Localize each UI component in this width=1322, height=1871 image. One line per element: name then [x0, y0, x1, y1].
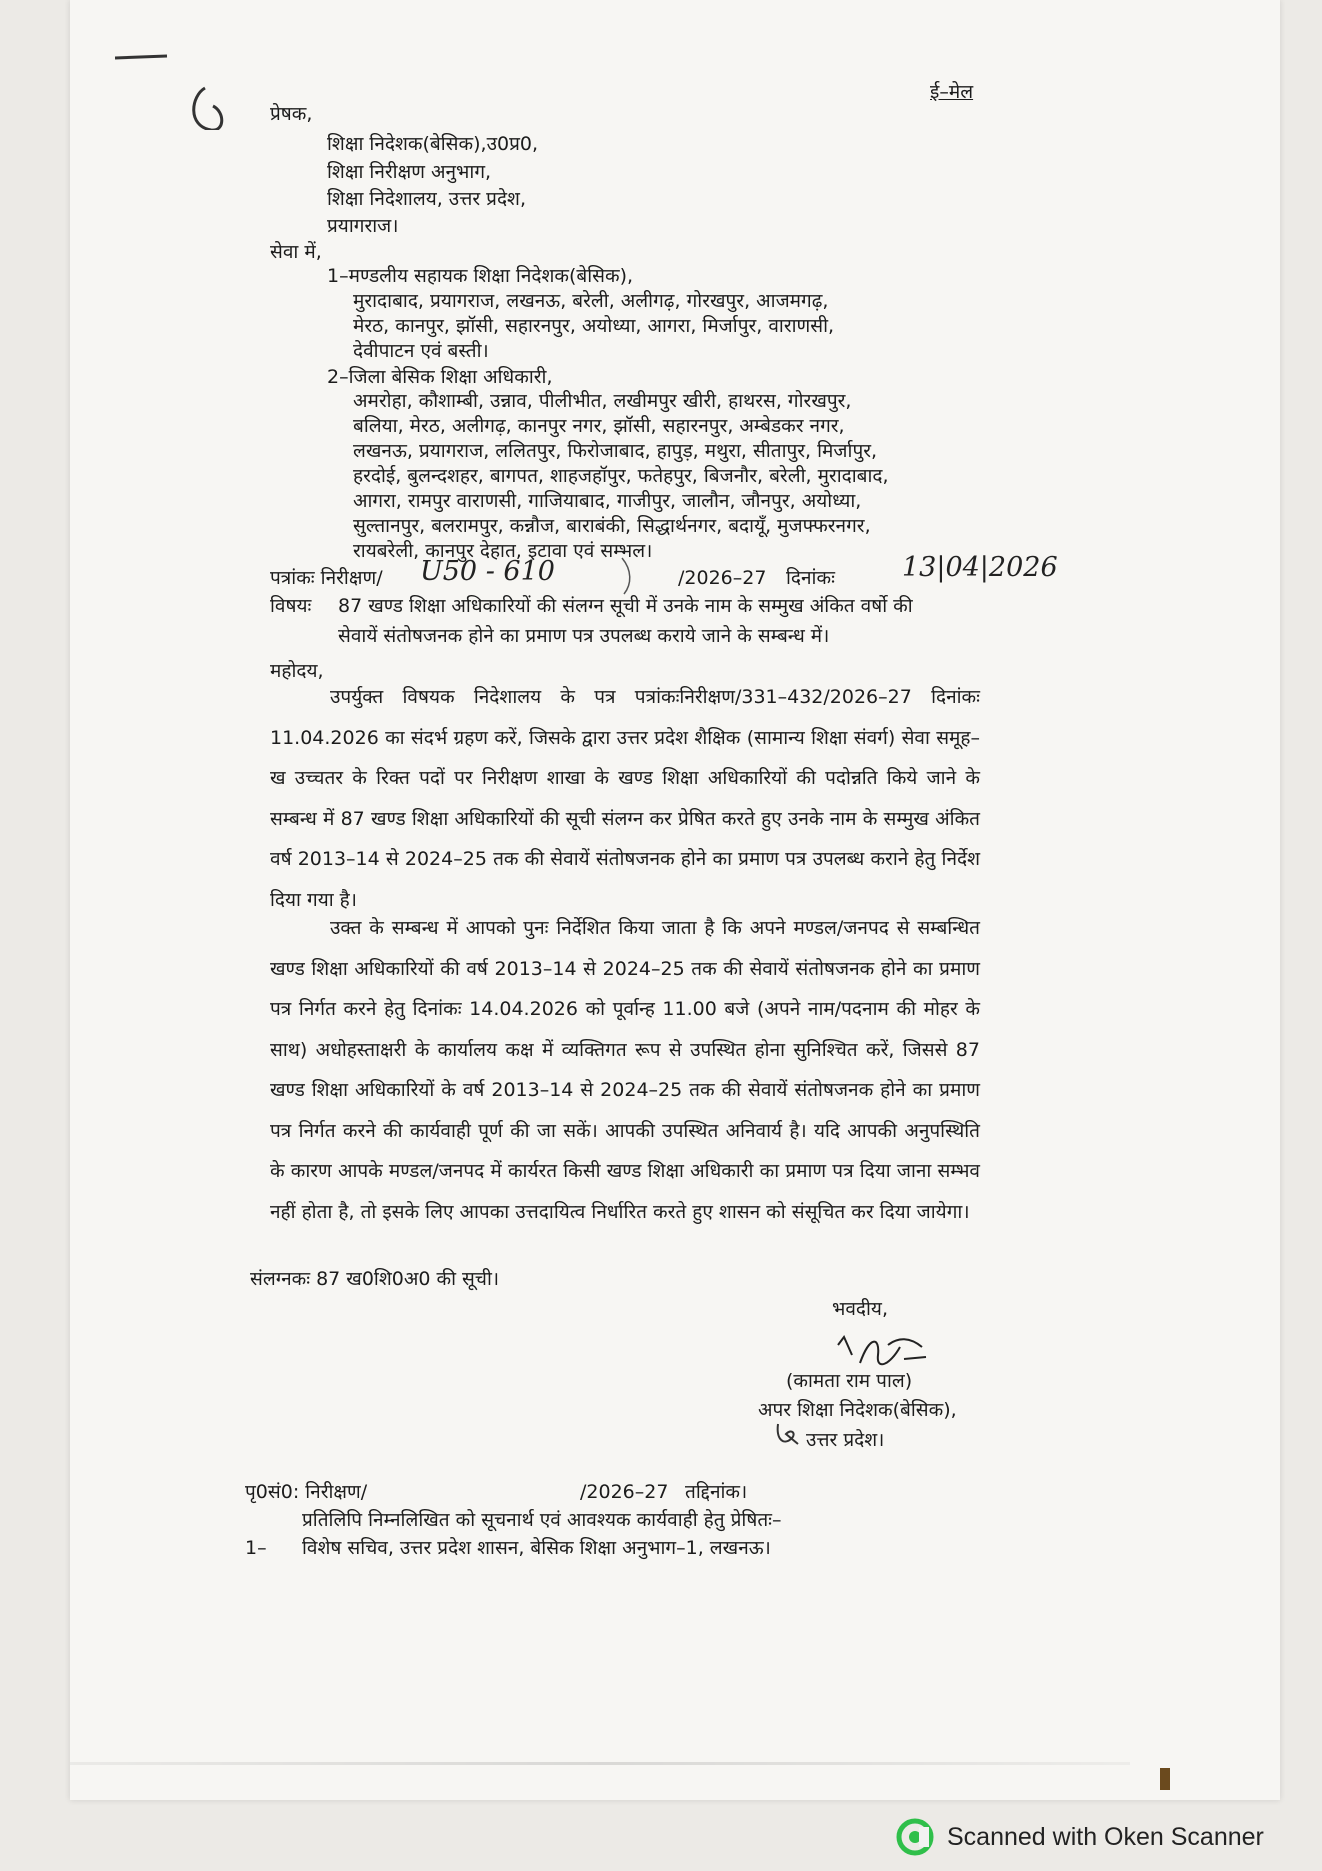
reference-date-label: दिनांकः: [786, 567, 835, 589]
letter-page: [70, 0, 1280, 1800]
signatory-name: (कामता राम पाल): [786, 1370, 913, 1392]
sender-line: शिक्षा निदेशालय, उत्तर प्रदेश,: [327, 188, 527, 210]
signatory-designation: अपर शिक्षा निदेशक(बेसिक),: [758, 1399, 957, 1421]
endorsement-item-number: 1–: [245, 1537, 267, 1559]
reference-year: /2026–27: [678, 567, 767, 589]
recipient-group-title: 1–मण्डलीय सहायक शिक्षा निदेशक(बेसिक),: [327, 265, 634, 287]
recipient-line: मुरादाबाद, प्रयागराज, लखनऊ, बरेली, अलीगढ़, गोरखपुर, आजमगढ़,: [353, 290, 829, 312]
handwritten-stroke: [618, 556, 638, 596]
recipient-line: अमरोहा, कौशाम्बी, उन्नाव, पीलीभीत, लखीमपुर खीरी, हाथरस, गोरखपुर,: [353, 390, 852, 412]
email-label: ई–मेल: [930, 81, 974, 103]
handwritten-date: 13|04|2026: [902, 552, 1058, 583]
scanner-logo-icon: [895, 1817, 935, 1857]
recipient-line: लखनऊ, प्रयागराज, ललितपुर, फिरोजाबाद, हापुड़, मथुरा, सीतापुर, मिर्जापुर,: [353, 440, 878, 462]
closing: भवदीय,: [832, 1298, 888, 1320]
recipient-line: रायबरेली, कानपुर देहात, इटावा एवं सम्भल।: [353, 540, 653, 562]
scanner-text: Scanned with Oken Scanner: [947, 1822, 1264, 1851]
handwritten-letter-number: U50 - 610: [420, 556, 555, 587]
sender-line: प्रयागराज।: [327, 215, 399, 237]
body-paragraph-2: [270, 908, 980, 1232]
sender-label: प्रेषक,: [270, 103, 313, 125]
reference-prefix: पत्रांकः निरीक्षण/: [270, 567, 383, 589]
recipient-line: आगरा, रामपुर वाराणसी, गाजियाबाद, गाजीपुर, जालौन, जौनपुर, अयोध्या,: [353, 490, 862, 512]
endorsement-intro: प्रतिलिपि निम्नलिखित को सूचनार्थ एवं आवश्यक कार्यवाही हेतु प्रेषितः–: [302, 1509, 782, 1531]
subject-line: 87 खण्ड शिक्षा अधिकारियों की संलग्न सूची में उनके नाम के सम्मुख अंकित वर्षो की: [338, 595, 913, 617]
recipient-line: देवीपाटन एवं बस्ती।: [353, 340, 489, 362]
sender-line: शिक्षा निरीक्षण अनुभाग,: [327, 161, 492, 183]
paragraph-1-text: उपर्युक्त विषयक निदेशालय के पत्र पत्रांकःनिरीक्षण/331–432/2026–27 दिनांकः 11.04.2026 का संदर्भ ग्रहण करें, जिसके द्वारा उत्तर प्रदेश शैक्षिक (सामान्य शिक्षा संवर्ग) सेवा समूह–ख उच्चतर के रिक्त पदों पर निरीक्षण शाखा के खण्ड शिक्षा अधिकारियों की पदोन्नति किये जाने के सम्बन्ध में 87 खण्ड शिक्षा अधिकारियों की सूची संलग्न कर प्रेषित करते हुए उनके नाम के सम्मुख अंकित वर्ष 2013–14 से 2024–25 तक की सेवायें संतोषजनक होने का प्रमाण पत्र उपलब्ध कराने हेतु निर्देश दिया गया है।: [270, 686, 980, 911]
recipient-line: मेरठ, कानपुर, झॉसी, सहारनपुर, अयोध्या, आगरा, मिर्जापुर, वाराणसी,: [353, 315, 835, 337]
paragraph-2-text: उक्त के सम्बन्ध में आपको पुनः निर्देशित किया जाता है कि अपने मण्डल/जनपद से सम्बन्धित खण्ड शिक्षा अधिकारियों की वर्ष 2013–14 से 2024–25 तक की सेवायें संतोषजनक होने का प्रमाण पत्र निर्गत करने हेतु दिनांकः 14.04.2026 को पूर्वान्ह 11.00 बजे (अपने नाम/पदनाम की मोहर के साथ) अधोहस्ताक्षरी के कार्यालय कक्ष में व्यक्तिगत रूप से उपस्थित होना सुनिश्चित करें, जिससे 87 खण्ड शिक्षा अधिकारियों के वर्ष 2013–14 से 2024–25 तक की सेवायें संतोषजनक होने का प्रमाण पत्र निर्गत करने की कार्यवाही पूर्ण की जा सकें। आपकी उपस्थित अनिवार्य है। यदि आपकी अनुपस्थिति के कारण आपके मण्डल/जनपद में कार्यरत किसी खण्ड शिक्षा अधिकारी का प्रमाण पत्र दिया जाना सम्भव नहीं होता है, तो इसके लिए आपका उत्तदायित्व निर्धारित करते हुए शासन को संसूचित कर दिया जायेगा।: [270, 917, 980, 1223]
scan-mark: [1160, 1768, 1170, 1790]
recipient-line: सुल्तानपुर, बलरामपुर, कन्नौज, बाराबंकी, सिद्धार्थनगर, बदायूँ, मुजफ्फरनगर,: [353, 515, 871, 537]
recipient-line: हरदोई, बुलन्दशहर, बागपत, शाहजहॉपुर, फतेहपुर, बिजनौर, बरेली, मुरादाबाद,: [353, 465, 889, 487]
recipient-line: बलिया, मेरठ, अलीगढ़, कानपुर नगर, झॉसी, सहारनपुर, अम्बेडकर नगर,: [353, 415, 845, 437]
endorsement-year: /2026–27: [580, 1481, 669, 1503]
endorsement-date: तद्दिनांक।: [685, 1481, 748, 1503]
initial-mark: [774, 1420, 804, 1452]
endorsement-item: विशेष सचिव, उत्तर प्रदेश शासन, बेसिक शिक्षा अनुभाग–1, लखनऊ।: [302, 1537, 771, 1559]
salutation: महोदय,: [270, 660, 324, 682]
subject-label: विषयः: [270, 595, 312, 617]
recipients-label: सेवा में,: [270, 241, 322, 263]
scanner-watermark: [895, 1817, 1264, 1857]
scan-line: [70, 1762, 1130, 1765]
margin-scribble: [115, 40, 235, 130]
signatory-state: उत्तर प्रदेश।: [806, 1429, 885, 1451]
endorsement-reference: पृ0सं0: निरीक्षण/: [245, 1481, 368, 1503]
sender-line: शिक्षा निदेशक(बेसिक),उ0प्र0,: [327, 133, 539, 155]
body-paragraph-1: [270, 677, 980, 920]
recipient-group-title: 2–जिला बेसिक शिक्षा अधिकारी,: [327, 366, 553, 388]
subject-line: सेवायें संतोषजनक होने का प्रमाण पत्र उपलब्ध कराये जाने के सम्बन्ध में।: [338, 625, 830, 647]
enclosure: संलग्नकः 87 ख0शि0अ0 की सूची।: [250, 1268, 500, 1290]
